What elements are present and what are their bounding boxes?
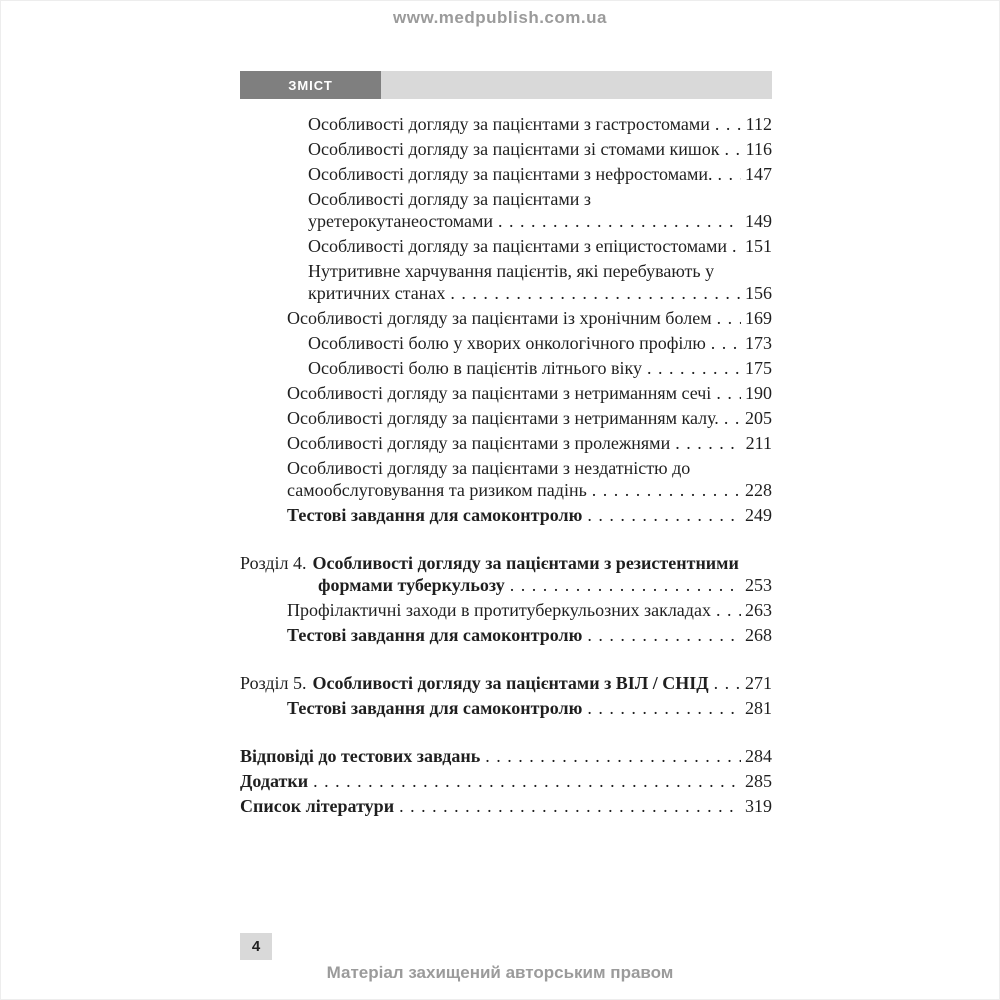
dot-leader [715, 113, 742, 135]
toc-entry-page: 228 [745, 480, 772, 500]
toc-line [287, 624, 772, 646]
toc-entry-title: Особливості догляду за пацієнтами з нетриманням калу. [287, 408, 719, 428]
toc-entry-title: Особливості болю в пацієнтів літнього віку [308, 358, 642, 378]
toc-entry-page: 147 [745, 164, 772, 184]
toc-entry [240, 457, 772, 501]
page-number-box [240, 933, 272, 960]
toc-line [287, 432, 772, 454]
toc-entry [240, 745, 772, 767]
toc-line [240, 552, 772, 574]
publisher-watermark: www.medpublish.com.ua [393, 8, 607, 27]
toc-line [287, 599, 772, 621]
toc-entry-title: Нутритивне харчування пацієнтів, які перебувають у [308, 261, 715, 281]
toc-entry-title: Тестові завдання для самоконтролю [287, 505, 583, 525]
toc-entry-title: Особливості догляду за пацієнтами з гастростомами [308, 114, 710, 134]
toc-entry-page: 173 [745, 333, 772, 353]
dot-leader [717, 163, 741, 185]
toc-entry-title: Особливості болю у хворих онкологічного профілю [308, 333, 706, 353]
dot-leader [716, 599, 741, 621]
toc-entry-title: формами туберкульозу [318, 575, 505, 595]
toc-entry-page: 211 [745, 433, 772, 453]
toc-line [308, 235, 772, 257]
toc-line [308, 210, 772, 232]
toc-line [308, 138, 772, 160]
toc-entry-title: Тестові завдання для самоконтролю [287, 698, 583, 718]
toc-entry [240, 407, 772, 429]
dot-leader [498, 210, 741, 232]
toc-entry [240, 163, 772, 185]
toc-entry-title: Особливості догляду за пацієнтами з епіцистостомами [308, 236, 727, 256]
toc-entry [240, 260, 772, 304]
toc-entry-page: 249 [745, 505, 772, 525]
dot-leader [717, 307, 741, 329]
toc-line [308, 113, 772, 135]
page-number: 4 [251, 938, 261, 955]
toc-entry-title: Тестові завдання для самоконтролю [287, 625, 583, 645]
toc-entry-page: 284 [745, 746, 772, 766]
toc-entry-page: 116 [745, 139, 772, 159]
toc-entry [240, 307, 772, 329]
dot-leader [485, 745, 741, 767]
toc-entry [240, 138, 772, 160]
toc-entry-page: 156 [745, 283, 772, 303]
toc-entry-page: 281 [745, 698, 772, 718]
dot-leader [711, 332, 741, 354]
toc-entry-title: Особливості догляду за пацієнтами з нетриманням сечі [287, 383, 712, 403]
dot-leader [592, 479, 741, 501]
toc-line [240, 795, 772, 817]
dot-leader [587, 624, 741, 646]
toc-entry-page: 253 [745, 575, 772, 595]
dot-leader [724, 407, 741, 429]
toc-entry-page: 190 [745, 383, 772, 403]
toc-entry [240, 113, 772, 135]
toc-entry-page: 149 [745, 211, 772, 231]
toc-entry-page: 112 [745, 114, 772, 134]
toc-entry [240, 770, 772, 792]
toc-entry-page: 285 [745, 771, 772, 791]
toc-line [240, 672, 772, 694]
toc-entry-page: 175 [745, 358, 772, 378]
toc-entry [240, 697, 772, 719]
toc-entry-title: Особливості догляду за пацієнтами із хронічним болем [287, 308, 712, 328]
toc-line [287, 307, 772, 329]
toc-entry-title: Особливості догляду за пацієнтами з нездатністю до [287, 458, 691, 478]
toc-entry-page: 205 [745, 408, 772, 428]
toc-entry-page: 151 [745, 236, 772, 256]
toc-entry-prefix: Розділ 5. [240, 673, 307, 693]
copyright-notice: Матеріал захищений авторським правом [326, 963, 674, 982]
toc-line [240, 745, 772, 767]
toc-line [287, 457, 772, 479]
toc-entry-title: Особливості догляду за пацієнтами з резистентними [312, 553, 739, 573]
toc-entry-title: Додатки [240, 771, 309, 791]
toc-entry [240, 188, 772, 232]
toc-line [308, 357, 772, 379]
toc-entry-title: Список літератури [240, 796, 395, 816]
dot-leader [725, 138, 742, 160]
chapter-header-bar [240, 71, 772, 99]
toc-entry [240, 672, 772, 694]
toc-entry-title: самообслуговування та ризиком падінь [287, 480, 587, 500]
toc-entry-title: Особливості догляду за пацієнтами з [308, 189, 591, 209]
dot-leader [510, 574, 741, 596]
contents-tab-label: ЗМІСТ [240, 71, 381, 99]
dot-leader [313, 770, 741, 792]
dot-leader [714, 672, 741, 694]
dot-leader [587, 504, 741, 526]
toc-entry-title: Особливості догляду за пацієнтами зі стомами кишок [308, 139, 720, 159]
toc-line [240, 574, 772, 596]
toc-entry-page: 169 [745, 308, 772, 328]
dot-leader [399, 795, 741, 817]
toc-line [287, 382, 772, 404]
toc-entry-title: Особливості догляду за пацієнтами з ВІЛ / СНІД [312, 673, 709, 693]
toc-line [308, 282, 772, 304]
toc-line [240, 770, 772, 792]
toc-entry-title: уретерокутанеостомами [308, 211, 494, 231]
toc-entry [240, 599, 772, 621]
toc-entry-page: 319 [745, 796, 772, 816]
toc-entry-title: критичних станах [308, 283, 446, 303]
dot-leader [716, 382, 741, 404]
toc-line [308, 332, 772, 354]
dot-leader [647, 357, 741, 379]
toc-entry-title: Особливості догляду за пацієнтами з нефростомами. [308, 164, 713, 184]
toc-entry-title: Профілактичні заходи в протитуберкульозних закладах [287, 600, 711, 620]
toc-entry [240, 332, 772, 354]
toc-line [308, 260, 772, 282]
toc-entry [240, 235, 772, 257]
toc-entry [240, 504, 772, 526]
toc-line [287, 504, 772, 526]
toc-entry [240, 357, 772, 379]
dot-leader [732, 235, 741, 257]
toc-entry-page: 268 [745, 625, 772, 645]
dot-leader [675, 432, 741, 454]
toc-entry [240, 382, 772, 404]
dot-leader [450, 282, 741, 304]
toc-entry-prefix: Розділ 4. [240, 553, 307, 573]
toc-list [240, 113, 772, 820]
toc-line [287, 407, 772, 429]
toc-entry [240, 795, 772, 817]
toc-line [287, 479, 772, 501]
toc-entry-page: 271 [745, 673, 772, 693]
toc-entry-page: 263 [745, 600, 772, 620]
dot-leader [587, 697, 741, 719]
toc-entry-title: Відповіді до тестових завдань [240, 746, 481, 766]
toc-entry [240, 624, 772, 646]
toc-entry [240, 432, 772, 454]
toc-line [308, 163, 772, 185]
toc-entry [240, 552, 772, 596]
toc-entry-title: Особливості догляду за пацієнтами з пролежнями [287, 433, 671, 453]
toc-line [308, 188, 772, 210]
toc-line [287, 697, 772, 719]
